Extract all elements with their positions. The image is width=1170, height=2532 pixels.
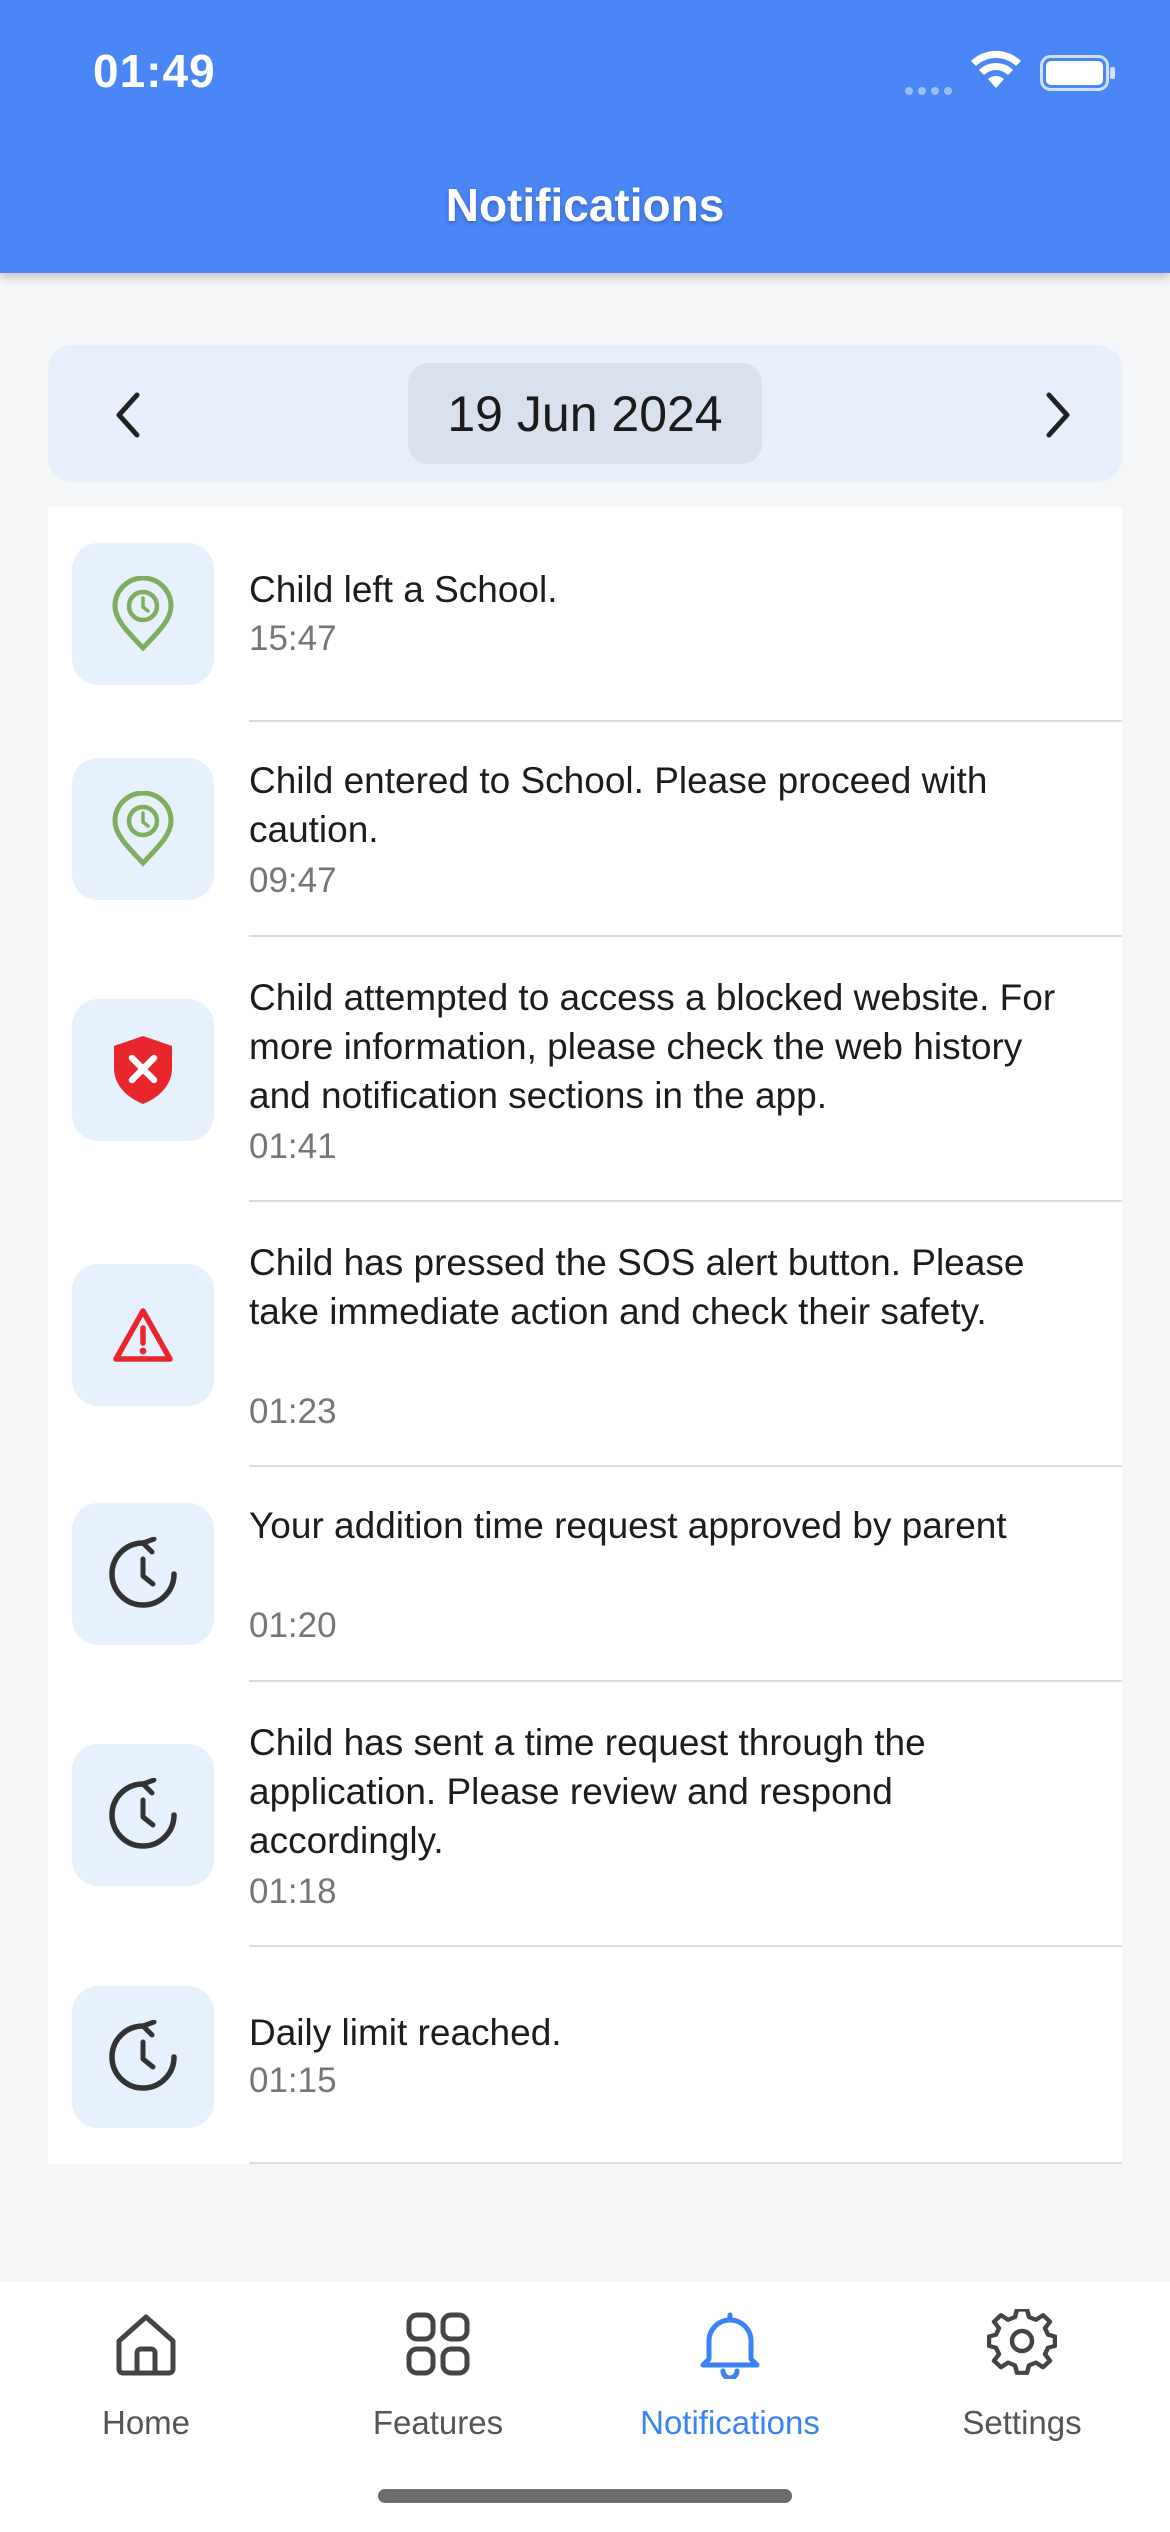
date-navigator [48, 345, 1122, 482]
notification-text: Child has sent a time request through the application. Please review and respond accordingly. [249, 1722, 926, 1861]
chevron-left-icon [113, 391, 143, 439]
tab-notifications[interactable] [584, 2302, 876, 2462]
notification-text: Child left a School. [249, 569, 558, 610]
notification-text: Child entered to School. Please proceed with caution. [249, 760, 988, 850]
chevron-right-icon [1043, 391, 1073, 439]
signal-icon [905, 82, 957, 100]
page-title: Notifications [445, 179, 725, 231]
notification-time: 01:15 [249, 2061, 337, 2100]
previous-date-button[interactable] [88, 375, 168, 455]
tab-settings[interactable] [876, 2302, 1168, 2462]
notification-time: 09:47 [249, 861, 337, 900]
notification-text: Daily limit reached. [249, 2012, 562, 2053]
notification-time: 01:20 [249, 1606, 337, 1645]
notification-time: 01:18 [249, 1872, 337, 1911]
notification-item[interactable] [48, 722, 1122, 937]
notification-item[interactable] [48, 937, 1122, 1202]
tab-home[interactable] [0, 2302, 292, 2462]
home-indicator[interactable] [378, 2489, 792, 2503]
tab-label: Settings [962, 2404, 1082, 2441]
notification-item[interactable] [48, 1202, 1122, 1467]
clock-icon [72, 1503, 214, 1645]
divider [249, 2162, 1122, 2164]
grid-icon [403, 2309, 473, 2379]
location-pin-icon [72, 543, 214, 685]
notification-item[interactable] [48, 1467, 1122, 1682]
notification-item[interactable] [48, 507, 1122, 722]
tab-label: Notifications [640, 2404, 820, 2441]
next-date-button[interactable] [1018, 375, 1098, 455]
app-header [0, 0, 1170, 273]
home-icon [111, 2309, 181, 2379]
tab-features[interactable] [292, 2302, 584, 2462]
notification-item[interactable] [48, 1682, 1122, 1947]
notification-text: Your addition time request approved by parent [249, 1505, 1007, 1546]
tab-label: Home [101, 2404, 191, 2441]
gear-icon [987, 2309, 1057, 2379]
notification-item[interactable] [48, 1947, 1122, 2164]
blocked-shield-icon [72, 999, 214, 1141]
notification-text: Child has pressed the SOS alert button. Please take immediate action and check their safety. [249, 1242, 1025, 1332]
wifi-icon [970, 50, 1022, 90]
clock-icon [72, 1744, 214, 1886]
notification-text: Child attempted to access a blocked website. For more information, please check the web history and notification sections in the app. [249, 977, 1056, 1116]
bell-icon [695, 2309, 765, 2379]
location-pin-icon [72, 758, 214, 900]
notification-time: 15:47 [249, 619, 337, 658]
warning-icon [72, 1264, 214, 1406]
notification-list [48, 507, 1122, 2164]
tab-label: Features [372, 2404, 504, 2441]
notification-time: 01:23 [249, 1392, 337, 1431]
notification-time: 01:41 [249, 1127, 337, 1166]
current-date[interactable]: 19 Jun 2024 [408, 363, 762, 464]
battery-icon [1040, 55, 1116, 91]
status-time: 01:49 [93, 45, 216, 97]
clock-icon [72, 1986, 214, 2128]
